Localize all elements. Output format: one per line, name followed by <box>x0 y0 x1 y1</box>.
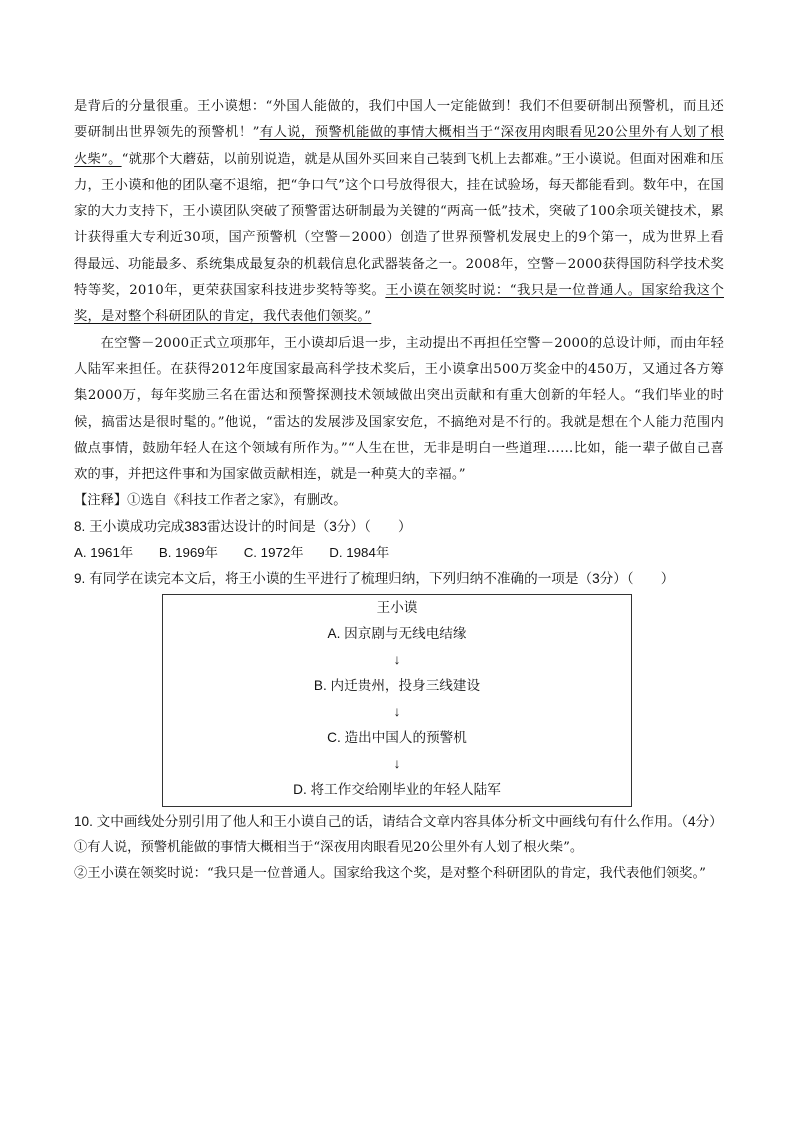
timeline-box <box>162 594 632 807</box>
paragraph-1-middle: “就那个大蘑菇，以前别说造，就是从国外买回来自己装到飞机上去都难。”王小谟说。但面对困难和压力，王小谟和他的团队毫不退缩，把“争口气”这个口号放得很大，挂在试验场，每天都能看到。数年中，在国家的大力支持下，王小谟团队突破了预警雷达研制最为关键的“两高一低”技术，突破了100余项关键技术，累计获得重大专利近30项，国产预警机（空警－2000）创造了世界预警机发展史上的9个第一，成为世界上看得最远、功能最多、系统集成最复杂的机载信息化武器装备之一。2008年，空警－2000获得国防科学技术奖特等奖，2010年，更荣获国家科技进步奖特等奖。 <box>74 151 724 299</box>
down-arrow-icon: ↓ <box>393 756 401 772</box>
option-a: A. 1961年 <box>74 545 134 561</box>
question-10-stem: 10. 文中画线处分别引用了他人和王小谟自己的话，请结合文章内容具体分析文中画线句有什么作用。（4分） <box>74 814 723 830</box>
quoted-sentence-1: ①有人说，预警机能做的事情大概相当于“深夜用肉眼看见20公里外有人划了根火柴”。 <box>74 840 584 856</box>
underlined-sentence-1: 有人说，预警机能做的事情大概相当于“深夜用肉眼看见20公里外有人划了根火柴”。 <box>74 125 724 167</box>
timeline-item-a: A. 因京剧与无线电结缘 <box>327 626 467 642</box>
paragraph-1-lead: 是背后的分量很重。王小谟想：“外国人能做的，我们中国人一定能做到！我们不但要研制出预警机，而且还要研制出世界领先的预警机！” <box>74 99 724 141</box>
option-c: C. 1972年 <box>243 545 304 561</box>
underlined-sentence-2: 王小谟在领奖时说：“我只是一位普通人。国家给我这个奖，是对整个科研团队的肯定，我代表他们领奖。” <box>74 283 724 325</box>
option-b: B. 1969年 <box>158 545 218 561</box>
question-8-stem: 8. 王小谟成功完成383雷达设计的时间是（3分）（ ） <box>74 519 412 535</box>
timeline-title: 王小谟 <box>376 600 418 616</box>
quoted-sentence-2: ②王小谟在领奖时说：“我只是一位普通人。国家给我这个奖，是对整个科研团队的肯定，我代表他们领奖。” <box>74 866 706 882</box>
down-arrow-icon: ↓ <box>393 704 401 720</box>
document-page <box>74 94 724 887</box>
paragraph-2: 在空警－2000正式立项那年，王小谟却后退一步，主动提出不再担任空警－2000的总设计师，而由年轻人陆军来担任。在获得2012年度国家最高科学技术奖后，王小谟拿出500万奖金中的450万，又通过各方筹集2000万，每年奖励三名在雷达和预警探测技术领域做出突出贡献和有重大创新的年轻人。“我们毕业的时候，搞雷达是很时髦的。”他说，“雷达的发展涉及国家安危，不搞绝对是不行的。我就是想在个人能力范围内做点事情，鼓励年轻人在这个领域有所作为。”“人生在世，无非是明白一些道理……比如，能一辈子做自己喜欢的事，并把这件事和为国家做贡献相连，就是一种莫大的幸福。” <box>74 335 724 483</box>
passage <box>74 94 724 488</box>
question-8-options <box>74 540 724 566</box>
question-9-stem: 9. 有同学在读完本文后，将王小谟的生平进行了梳理归纳，下列归纳不准确的一项是（3分）（ ） <box>74 571 675 587</box>
paragraph-1 <box>74 94 724 331</box>
down-arrow-icon: ↓ <box>393 652 401 668</box>
timeline-item-d: D. 将工作交给刚毕业的年轻人陆军 <box>293 782 501 798</box>
timeline-item-c: C. 造出中国人的预警机 <box>327 730 467 746</box>
timeline-item-b: B. 内迁贵州，投身三线建设 <box>313 678 481 694</box>
footnote: 【注释】①选自《科技工作者之家》，有删改。 <box>74 493 347 509</box>
option-d: D. 1984年 <box>329 545 390 561</box>
